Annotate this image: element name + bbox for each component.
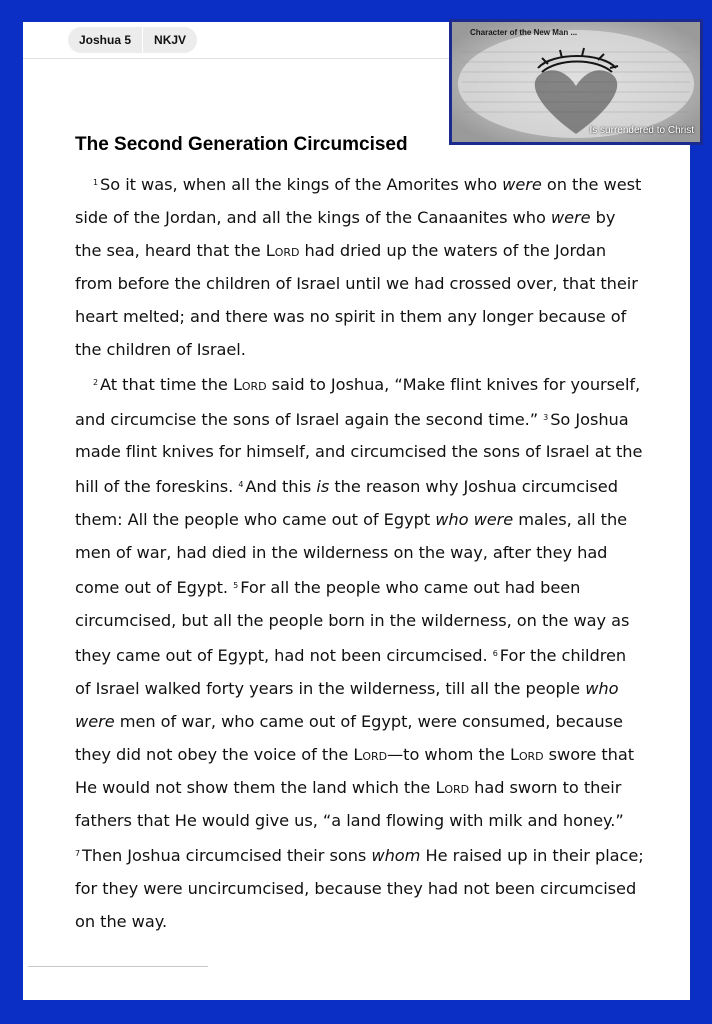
italic-word: who were	[75, 678, 619, 731]
verse-text: swore that He would not show them the land which the	[75, 744, 635, 797]
verse-text: He raised up in their place; for they were uncircumcised, because they had not been circumcised on the way.	[75, 845, 644, 931]
book-chapter-button[interactable]: Joshua 5	[79, 33, 132, 47]
verse-text: At that time the	[100, 374, 233, 394]
verse-number: 5	[233, 581, 239, 591]
verse-text: So it was, when all the kings of the Amorites who	[100, 174, 503, 194]
verse-number: 3	[543, 412, 549, 422]
italic-word: is	[316, 477, 330, 497]
lord-small-caps: Lord	[509, 744, 544, 764]
lord-small-caps: Lord	[435, 777, 470, 797]
paragraph-1	[75, 166, 645, 366]
passage-selector[interactable]	[68, 27, 197, 53]
paragraph-2	[75, 366, 645, 938]
chapter-content	[75, 134, 645, 938]
verse-text: had dried up the waters of the Jordan from before the children of Israel until we had crossed over, that their heart melted; and there was no spirit in them any longer because of the children of Israel.	[75, 240, 638, 359]
verse-text: males, all the men of war, had died in the wilderness on the way, after they had come out of Egypt.	[75, 510, 628, 597]
verse-number: 1	[93, 178, 99, 187]
video-thumbnail[interactable]	[449, 19, 703, 145]
verse-text: Then Joshua circumcised their sons	[82, 845, 372, 865]
italic-word: were	[502, 174, 542, 194]
italic-word: were	[550, 207, 591, 227]
lord-small-caps: Lord	[353, 744, 388, 764]
verse-text: the reason why Joshua circumcised them: All the people who came out of Egypt	[75, 477, 618, 530]
verse-text: —to whom the	[387, 744, 510, 764]
italic-word: who were	[435, 510, 514, 530]
verse-text: So Joshua made flint knives for himself, and circumcised the sons of Israel at the hill of the foreskins.	[75, 409, 643, 497]
verse-text: by the sea, heard that the	[75, 207, 616, 260]
verse-text: had sworn to their fathers that He would give us, “a land flowing with milk and honey.”	[75, 777, 624, 830]
verse-text: said to Joshua, “Make flint knives for yourself, and circumcise the sons of Israel again the second time.”	[75, 374, 641, 429]
italic-word: whom	[371, 845, 421, 865]
version-button[interactable]: NKJV	[154, 33, 187, 47]
lord-small-caps: Lord	[265, 240, 300, 260]
verse-text: For all the people who came out had been circumcised, but all the people born in the wilderness, on the way as they came out of Egypt, had not been circumcised.	[75, 577, 630, 665]
thumbnail-title: Character of the New Man ...	[470, 28, 578, 37]
verse-number: 4	[238, 480, 244, 490]
verse-number: 6	[492, 648, 498, 658]
verse-text: And this	[245, 477, 317, 497]
verse-number: 2	[93, 377, 99, 387]
thumbnail-subtitle: Is surrendered to Christ	[589, 125, 694, 136]
section-heading: The Second Generation Circumcised	[75, 134, 408, 155]
footer-divider	[28, 966, 208, 967]
verse-number: 7	[75, 848, 81, 858]
reader-page	[23, 22, 690, 1000]
heart-thorns-image	[452, 22, 700, 142]
verse-text: on the west side of the Jordan, and all the kings of the Canaanites who	[75, 174, 642, 227]
lord-small-caps: Lord	[232, 374, 267, 394]
verse-text: For the children of Israel walked forty years in the wilderness, till all the people	[75, 645, 627, 698]
verse-text: men of war, who came out of Egypt, were consumed, because they did not obey the voice of the	[75, 711, 623, 764]
